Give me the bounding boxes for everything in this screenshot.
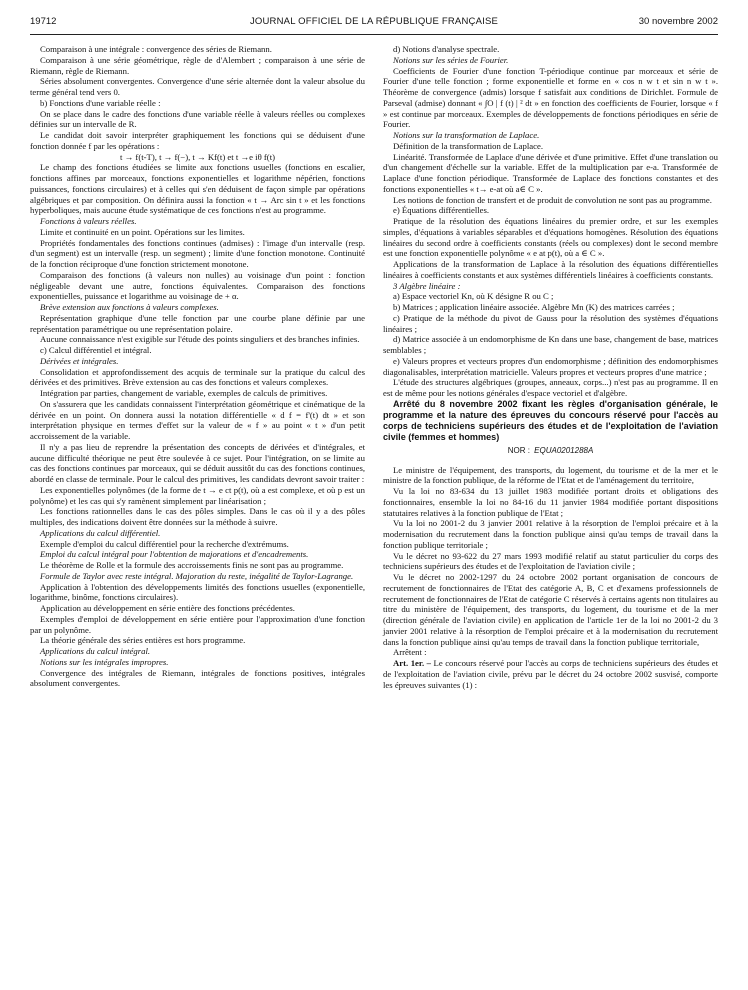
- paragraph: d) Matrice associée à un endomorphisme de Kn dans une base, changement de base, matrices semblables ;: [383, 334, 718, 355]
- paragraph: c) Calcul différentiel et intégral.: [40, 345, 152, 355]
- paragraph: Application au développement en série entière des fonctions précédentes.: [40, 603, 295, 613]
- paragraph: Comparaison à une série géométrique, règle de d'Alembert ; comparaison à une série de Riemann, règle de Riemann.: [30, 54, 365, 76]
- paragraph: b) Matrices ; application linéaire associée. Algèbre Mn (K) des matrices carrées ;: [393, 302, 675, 312]
- paragraph: Définition de la transformation de Laplace.: [393, 140, 544, 151]
- paragraph: Le théorème de Rolle et la formule des accroissements finis ne sont pas au programme.: [40, 560, 344, 570]
- paragraph: Aucune connaissance n'est exigible sur l'étude des points singuliers et des branches infinies.: [40, 334, 360, 345]
- page-number: 19712: [30, 16, 57, 27]
- paragraph: Propriétés fondamentales des fonctions continues (admises) : l'image d'un intervalle (resp. d'un segment) est un intervalle (resp. un segment) ; limite d'une fonction monotone. Continuité de la fonction réciproque d'une fonction strictement monotone.: [30, 237, 365, 269]
- paragraph: Il n'y a pas lieu de reprendre la présentation des concepts de dérivées et d'intégrales, et aucune difficulté théorique ne peut être soulevée à ce sujet. Pour l'intégration, on se limite au cas des fonctions continues par morceaux, qui se déduit aussitôt du cas des fonctions continues, abordé en classe de terminale. Pour le calcul des primitives, les candidats devront savoir traiter :: [30, 441, 365, 484]
- paragraph: La théorie générale des séries entières est hors programme.: [40, 635, 246, 646]
- arretent-heading: Arrêtent :: [393, 647, 427, 658]
- publication-date: 30 novembre 2002: [638, 16, 718, 27]
- nor-reference: [383, 446, 718, 457]
- paragraph: Le champ des fonctions étudiées se limite aux fonctions usuelles (fonctions en escalier, fonctions affines par morceaux, fonctions exponentielles et logarithme népérien, fonctions puissances, fonctions circulaires) et à celles qui s'en déduisent de façon simple par opérations algébriques et par composition. On définira aussi la fonction « t → Arc sin t » et les fonctions hyperboliques, mais aucune étude systématique de ces fonctions n'est au programme.: [30, 162, 365, 216]
- paragraph: Vu le décret no 2002-1297 du 24 octobre 2002 portant organisation de concours de recrutement de fonctionnaires de l'Etat des catégorie A, B, C et d'examens professionnels de recrutement de fonctionnaires de l'Etat de catégorie C réservés à certains agents non titulaires au titre du ministère de l'équipement, des transports, du logement, du tourisme et de la mer (direction générale de l'aviation civile) en application de l'article 1er de la loi no 2001-2 du 3 janvier 2001 relative à la résorption de l'emploi précaire et à la modernisation du recrutement dans la fonction publique ainsi qu'au temps de travail dans la fonction publique territoriale,: [383, 572, 718, 647]
- paragraph: t → f(t-T), t → f(−), t → Kf(t) et t →e iθ f(t): [119, 151, 275, 162]
- paragraph: Consolidation et approfondissement des acquis de terminale sur la pratique du calcul des dérivées et des primitives. Brève extension au cas des fonctions et valeurs complexes.: [30, 366, 365, 388]
- visas-list: [383, 465, 718, 648]
- paragraph: b) Fonctions d'une variable réelle :: [40, 97, 161, 108]
- paragraph: Le candidat doit savoir interpréter graphiquement les fonctions qui se déduisent d'une fonction donnée f par les opérations :: [30, 130, 365, 151]
- paragraph: Convergence des intégrales de Riemann, intégrales de fonctions positives, intégrales absolument convergentes.: [30, 667, 365, 689]
- paragraph: Coefficients de Fourier d'une fonction T-périodique continue par morceaux et série de Fourier d'une telle fonction ; forme exponentielle et forme en « cos n w t et sin n w t ». Théorème de convergence (admis) lorsque f satisfait aux conditions de Dirichlet. Formule de Parseval (admise) donnant « ∫O | f (t) | ² dt » en fonction des coefficients de Fourier, lorsque « f » est continue par morceaux. Exemples de développements de fonctions périodiques en série de Fourier.: [383, 65, 718, 130]
- paragraph: Emploi du calcul intégral pour l'obtention de majorations et d'encadrements.: [40, 549, 309, 560]
- paragraph: Notions sur la transformation de Laplace.: [393, 130, 540, 140]
- paragraph: Fonctions à valeurs réelles.: [40, 216, 137, 226]
- paragraph: e) Valeurs propres et vecteurs propres d'un endomorphisme ; définition des endomorphismes diagonalisables, interprétation matricielle. Valeurs propres et vecteurs propres d'une matrice ;: [383, 355, 718, 377]
- paragraph: Pratique de la résolution des équations linéaires du premier ordre, et sur les exemples simples, d'équations à variables séparables et d'équations homogènes. Résolution des équations linéaires du second ordre à coefficients constants (réels ou complexes) dont le second membre est une fonction exponentielle polynôme « e at p(t), où a ∈ C ».: [383, 216, 718, 259]
- paragraph: Limite et continuité en un point. Opérations sur les limites.: [40, 226, 245, 237]
- paragraph: Brève extension aux fonctions à valeurs complexes.: [40, 302, 219, 312]
- article-1-label: Art. 1er. –: [393, 658, 431, 668]
- nor-label: NOR :: [507, 445, 530, 455]
- paragraph: Notions sur les intégrales impropres.: [40, 656, 169, 667]
- paragraph: Exemples d'emploi de développement en série entière pour l'approximation d'une fonction par un polynôme.: [30, 613, 365, 635]
- paragraph: d) Notions d'analyse spectrale.: [393, 44, 500, 54]
- paragraph: Vu la loi no 83-634 du 13 juillet 1983 modifiée portant droits et obligations des fonctionnaires, ensemble la loi no 84-16 du 11 janvier 1984 modifiée portant dispositions statutaires relatives à la fonction publique de l'Etat ;: [383, 486, 718, 518]
- paragraph: Application à l'obtention des développements limités des fonctions usuelles (exponentielle, logarithme, binôme, fonctions circulaires).: [30, 581, 365, 603]
- right-column: [383, 44, 718, 690]
- paragraph: Formule de Taylor avec reste intégral. Majoration du reste, inégalité de Taylor-Lagrange.: [40, 570, 354, 581]
- paragraph: Comparaison des fonctions (à valeurs non nulles) au voisinage d'un point : fonction négligeable devant une autre, fonctions équivalentes. Comparaison des fonctions exponentielles, puissance et logarithme au voisinage de + α.: [30, 269, 365, 302]
- page-header: [30, 12, 718, 35]
- paragraph: 3 Algèbre linéaire :: [393, 280, 461, 291]
- paragraph: Les exponentielles polynômes (de la forme de t → e ct p(t), où a est complexe, et où p est un polynôme) et les cas qui s'y ramènent simplement par linéarisation ;: [30, 484, 365, 506]
- paragraph: On se place dans le cadre des fonctions d'une variable réelle à valeurs réelles ou complexes définies sur un intervalle de R.: [30, 108, 365, 130]
- article-1: [383, 658, 718, 690]
- paragraph: e) Équations différentielles.: [393, 205, 490, 216]
- paragraph: Les fonctions rationnelles dans le cas des pôles simples. Dans le cas où il y a des pôles multiples, des indications doivent être données sur la méthode à suivre.: [30, 506, 365, 527]
- syllabus-continuation: [383, 44, 718, 399]
- left-column: [30, 44, 365, 689]
- paragraph: Notions sur les séries de Fourier.: [393, 54, 509, 65]
- article-1-text: Le concours réservé pour l'accès au corps de techniciens supérieurs des études et de l'exploitation de l'aviation civile, prévu par le décret du 24 octobre 2002 susvisé, comporte les épreuves suivantes (1) :: [383, 658, 719, 690]
- paragraph: a) Espace vectoriel Kn, où K désigne R ou C ;: [393, 291, 554, 302]
- paragraph: Représentation graphique d'une telle fonction par une courbe plane définie par une représentation paramétrique ou une représentation polaire.: [30, 312, 365, 334]
- paragraph: Comparaison à une intégrale : convergence des séries de Riemann.: [40, 44, 272, 54]
- paragraph: Vu le décret no 93-622 du 27 mars 1993 modifié relatif au statut particulier du corps des techniciens supérieurs des études et de l'exploitation de l'aviation civile ;: [383, 550, 718, 572]
- paragraph: L'étude des structures algébriques (groupes, anneaux, corps...) n'est pas au programme. Il en est de même pour les notions générales d'espace vectoriel et d'algèbre.: [383, 377, 718, 398]
- paragraph: Applications du calcul différentiel.: [40, 527, 161, 538]
- paragraph: On s'assurera que les candidats connaissent l'interprétation géométrique et cinématique de la dérivée en un point. On donnera aussi la notation différentielle « d f = f'(t) dt » et son interprétation physique en termes d'effet sur la valeur de « f » au point « t » d'un petit accroissement de la variable.: [30, 398, 365, 441]
- paragraph: Les notions de fonction de transfert et de produit de convolution ne sont pas au programme.: [393, 194, 712, 205]
- paragraph: Applications de la transformation de Laplace à la résolution des équations différentielles linéaires à coefficients constants et aux systèmes différentiels linéaires à coefficients constants.: [383, 259, 718, 280]
- paragraph: Exemple d'emploi du calcul différentiel pour la recherche d'extrémums.: [40, 538, 289, 549]
- nor-code: EQUA0201288A: [534, 445, 594, 455]
- paragraph: c) Pratique de la méthode du pivot de Gauss pour la résolution des systèmes d'équations linéaires ;: [383, 312, 718, 334]
- paragraph: Linéarité. Transformée de Laplace d'une dérivée et d'une primitive. Effet d'une translation ou d'un changement d'échelle sur la variable. Effet de la multiplication par e-a. Transformée de Laplace d'une fonction périodique. Transformée de Laplace des fonctions constantes et des fonctions exponentielles « t→ e-at où a∈ C ».: [383, 151, 718, 194]
- arrete-title: Arrêté du 8 novembre 2002 fixant les règles d'organisation générale, le programme et la nature des épreuves du concours réservé pour l'accès au corps de techniciens supérieurs des études et de l'exploitation de l'aviation civile (femmes et hommes): [383, 398, 718, 442]
- journal-title: JOURNAL OFFICIEL DE LA RÉPUBLIQUE FRANÇAISE: [249, 16, 499, 27]
- paragraph: Intégration par parties, changement de variable, exemples de calculs de primitives.: [40, 388, 328, 398]
- paragraph: Dérivées et intégrales.: [40, 355, 119, 366]
- paragraph: Applications du calcul intégral.: [40, 646, 151, 656]
- paragraph: Séries absolument convergentes. Convergence d'une série alternée dont la valeur absolue du terme général tend vers 0.: [30, 76, 365, 97]
- paragraph: Le ministre de l'équipement, des transports, du logement, du tourisme et de la mer et le ministre de la fonction publique, de la réforme de l'Etat et de l'aménagement du territoire,: [383, 464, 718, 486]
- paragraph: Vu la loi no 2001-2 du 3 janvier 2001 relative à la résorption de l'emploi précaire et à la modernisation du recrutement dans la fonction publique ainsi qu'au temps de travail dans la fonction publique territoriale ;: [383, 518, 718, 550]
